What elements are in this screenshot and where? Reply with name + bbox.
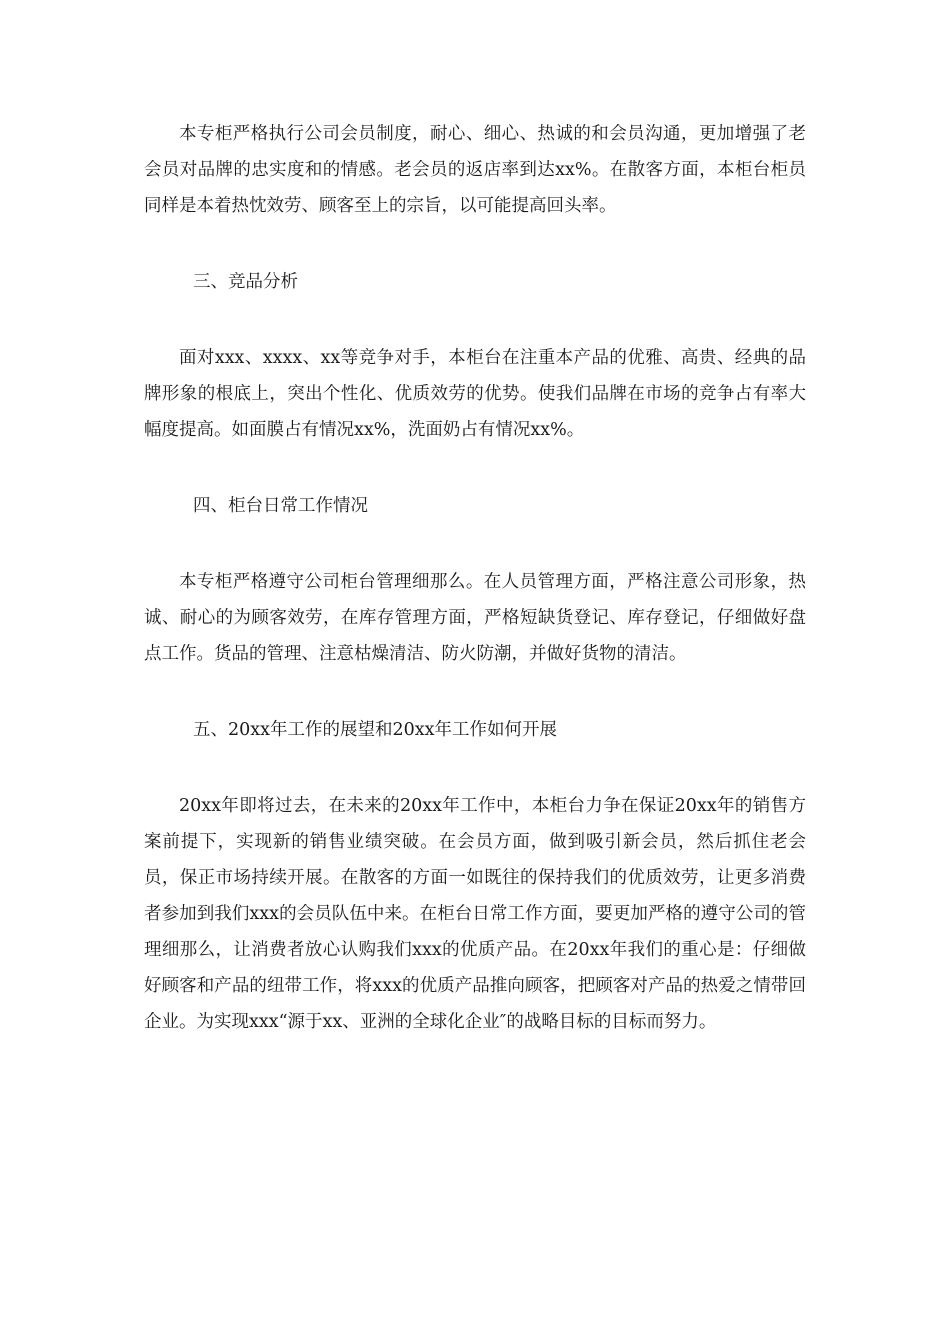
paragraph-competitor-analysis: 面对xxx、xxxx、xx等竞争对手，本柜台在注重本产品的优雅、高贵、经典的品牌形象的根底上，突出个性化、优质效劳的优势。使我们品牌在市场的竞争占有率大幅度提高。如面膜占有情况xx%，洗面奶占有情况xx%。: [144, 348, 806, 440]
paragraph-daily-work: 本专柜严格遵守公司柜台管理细那么。在人员管理方面，严格注意公司形象，热诚、耐心的为顾客效劳，在库存管理方面，严格短缺货登记、库存登记，仔细做好盘点工作。货品的管理、注意枯燥清洁、防火防潮，并做好货物的清洁。: [144, 572, 806, 664]
document-body: [144, 116, 806, 1040]
heading-outlook: 五、20xx年工作的展望和20xx年工作如何开展: [193, 720, 558, 740]
heading-competitor-analysis: 三、竞品分析: [193, 272, 298, 292]
paragraph-member-service: 本专柜严格执行公司会员制度，耐心、细心、热诚的和会员沟通，更加增强了老会员对品牌的忠实度和的情感。老会员的返店率到达xx%。在散客方面，本柜台柜员同样是本着热忱效劳、顾客至上的宗旨，以可能提高回头率。: [144, 124, 806, 216]
paragraph-outlook: 20xx年即将过去，在未来的20xx年工作中，本柜台力争在保证20xx年的销售方案前提下，实现新的销售业绩突破。在会员方面，做到吸引新会员，然后抓住老会员，保正市场持续开展。在散客的方面一如既往的保持我们的优质效劳，让更多消费者参加到我们xxx的会员队伍中来。在柜台日常工作方面，要更加严格的遵守公司的管理细那么，让消费者放心认购我们xxx的优质产品。在20xx年我们的重心是：仔细做好顾客和产品的纽带工作，将xxx的优质产品推向顾客，把顾客对产品的热爱之情带回企业。为实现xxx“源于xx、亚洲的全球化企业″的战略目标的目标而努力。: [144, 796, 806, 1032]
heading-daily-work: 四、柜台日常工作情况: [193, 496, 368, 516]
